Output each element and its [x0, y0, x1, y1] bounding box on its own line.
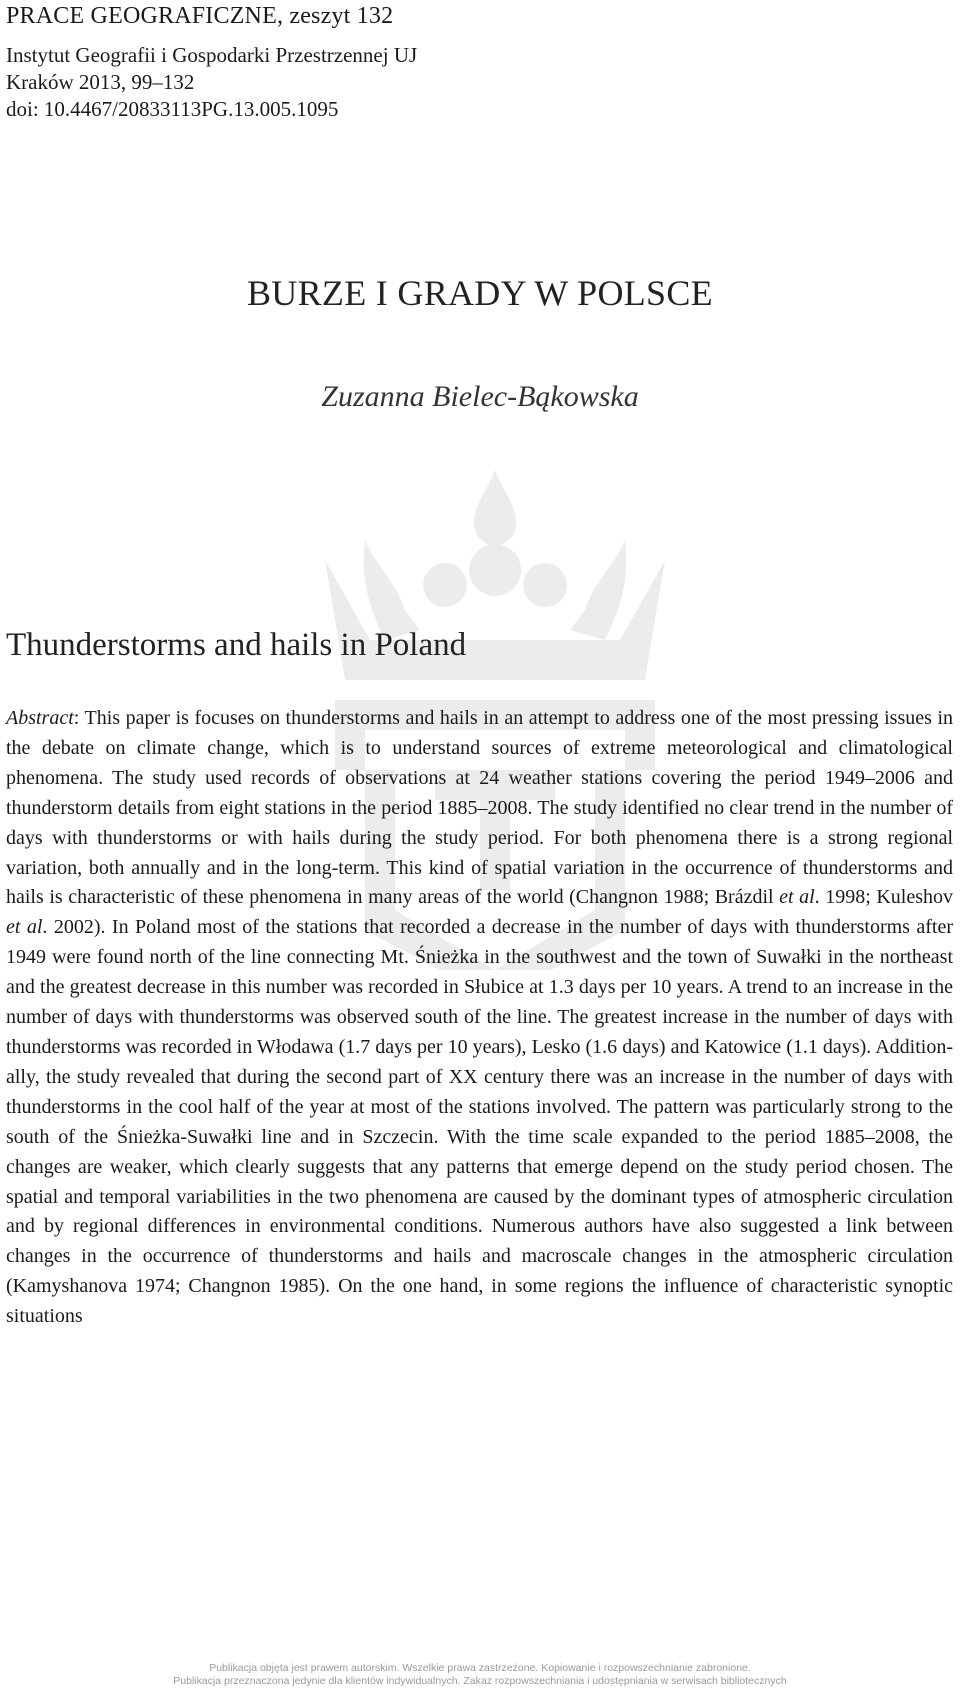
copyright-line-1: Publikacja objęta jest prawem autorskim. Wszelkie prawa zastrzeżone. Kopiowanie i rozpowszechnianie zabronione.	[209, 1662, 751, 1674]
copyright-footer	[0, 1662, 960, 1688]
abstract-et-al-2: et al	[6, 916, 43, 939]
article-title: BURZE I GRADY W POLSCE	[247, 273, 713, 313]
english-title: Thunderstorms and hails in Poland	[6, 627, 467, 663]
abstract-label: Abstract	[6, 707, 74, 729]
abstract-text-part-3: . 2002). In Poland most of the stations that recorded a decrease in the number of days with thunderstorms after 1949 were found north of the line connecting Mt. Śnieżka in the southwest and the town of Suwałki in the northeast and the greatest decrease in this number was recorded in Słubice at 1.3 days per 10 years. A trend to an increase in the number of days with thunderstorms was observed south of the line. The greatest increase in the number of days with thunderstorms was recorded in Włodawa (1.7 days per 10 years), Lesko (1.6 days) and Katowice (1.1 days). Additionally, the study revealed that during the second part of XX century there was an increase in the number of days with thunderstorms in the cool half of the year at most of the stations involved. The pattern was particularly strong to the south of the Śnieżka-Suwałki line and in Szczecin. With the time scale expanded to the period 1885–2008, the changes are weaker, which clearly suggests that any patterns that emerge depend on the study period chosen. The spatial and temporal variabilities in the two phenomena are caused by the dominant types of atmospheric circulation and by regional differences in environmental conditions. Numerous authors have also suggested a link between changes in the occurrence of thunderstorms and hails and macroscale changes in the atmospheric circulation (Kamyshanova 1974; Changnon 1985). On the one hand, in some regions the influence of characteristic synoptic situations	[6, 916, 954, 1328]
abstract-paragraph	[6, 704, 953, 1332]
copyright-line-2: Publikacja przeznaczona jedynie dla klientów indywidualnych. Zakaz rozpowszechniania i udostępniania w serwisach bibliotecznych	[173, 1675, 787, 1687]
author-name: Zuzanna Bielec-Bąkowska	[321, 380, 639, 413]
abstract-text-part-1: : This paper is focuses on thunderstorms and hails in an attempt to address one of the most pressing issues in the debate on climate change, which is to understand sources of extreme meteorological and climatological phenomena. The study used records of observations at 24 weather stations covering the period 1949–2006 and thunderstorm details from eight stations in the period 1885–2008. The study identified no clear trend in the number of days with thunderstorms or with hails during the study period. For both phenomena there is a strong regional variation, both annually and in the long-term. This kind of spatial variation in the occurrence of thunderstorms and hails is characteristic of these phenomena in many areas of the world (Changnon 1988; Brázdil	[6, 707, 953, 909]
abstract-et-al-1: et al	[779, 886, 815, 909]
doi-line: doi: 10.4467/20833113PG.13.005.1095	[6, 97, 339, 121]
publication-place-pages: Kraków 2013, 99–132	[6, 70, 195, 94]
abstract-text-part-2: . 1998; Kuleshov	[814, 886, 954, 909]
journal-header	[6, 0, 706, 123]
institute-name: Instytut Geografii i Gospodarki Przestrzennej UJ	[6, 43, 418, 67]
journal-title: PRACE GEOGRAFICZNE, zeszyt 132	[6, 3, 394, 29]
